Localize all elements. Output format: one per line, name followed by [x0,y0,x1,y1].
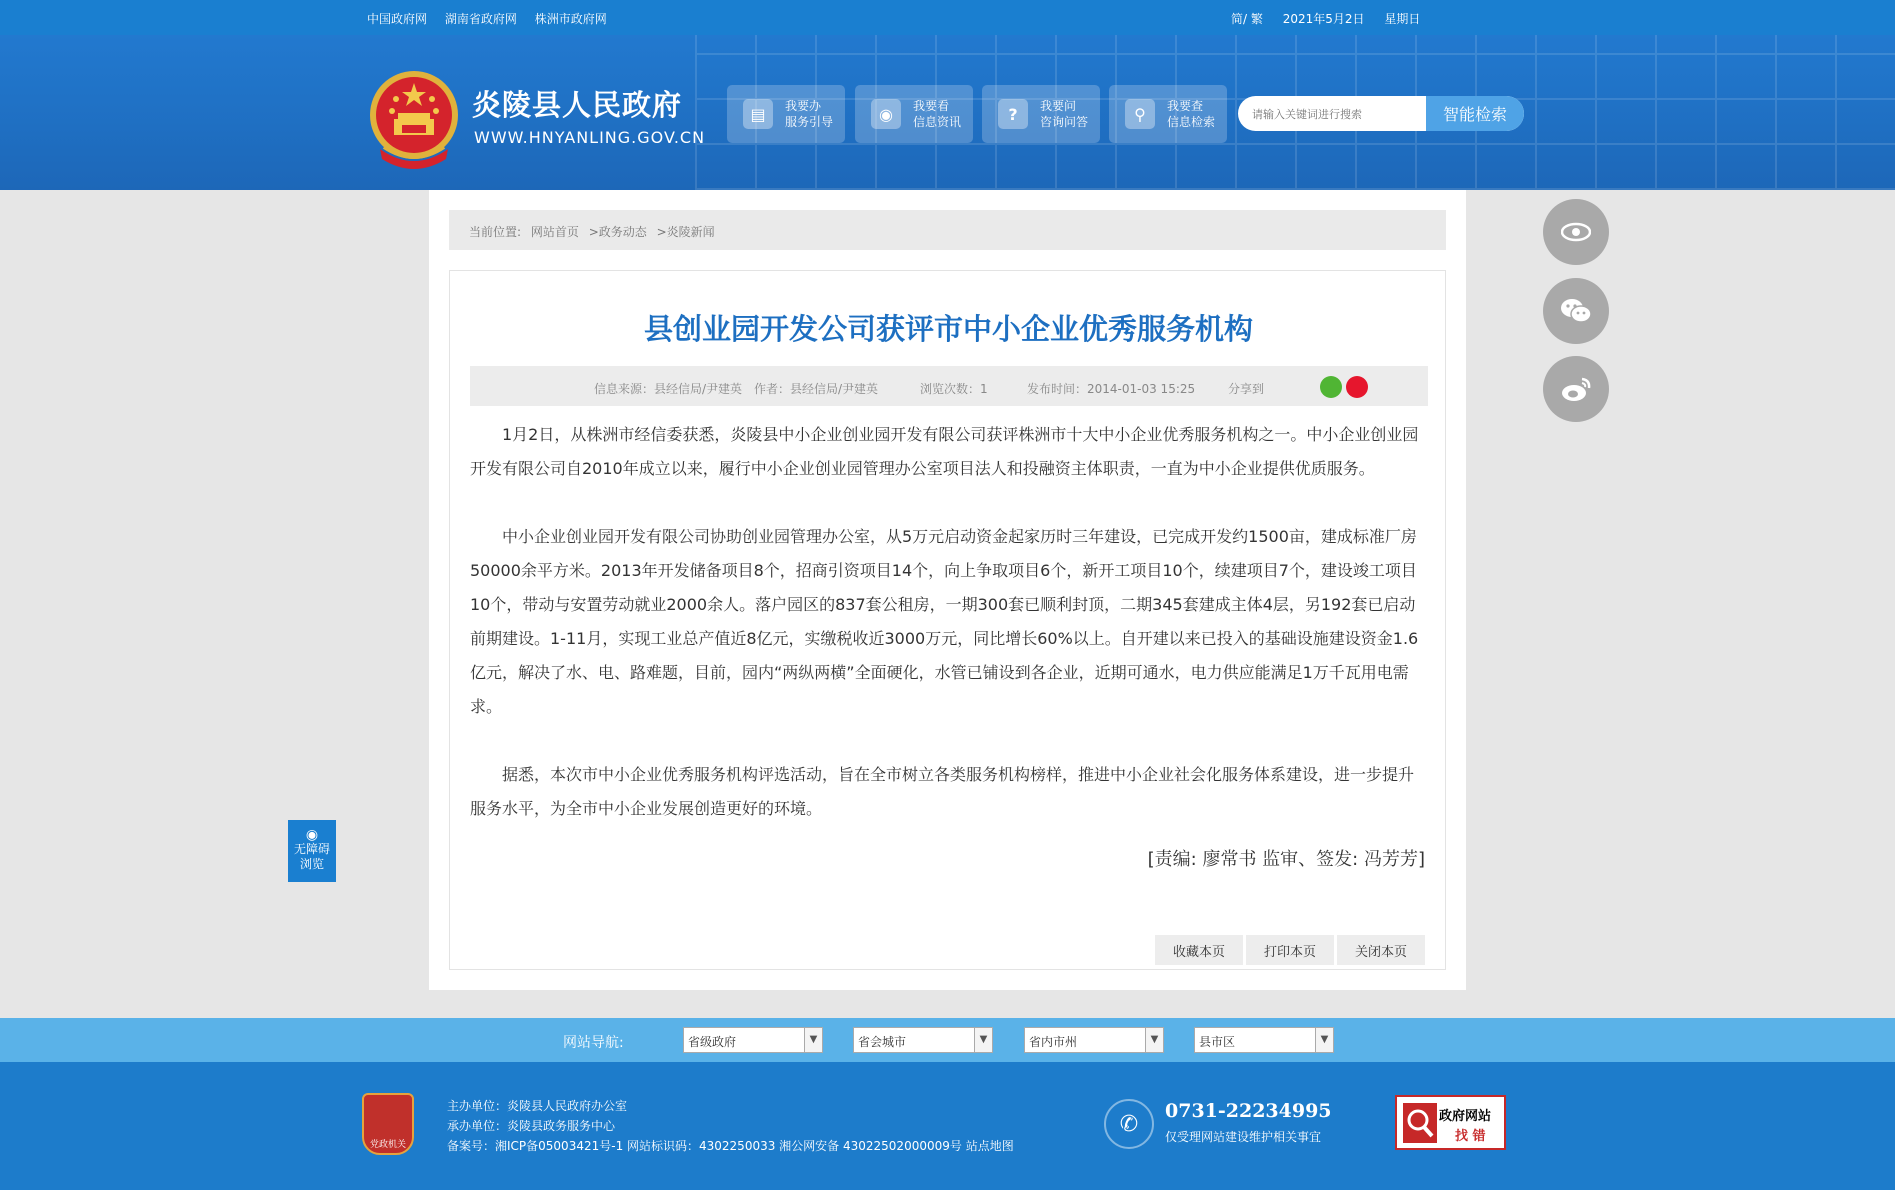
article [449,270,1446,970]
info-news-line1: 我要看 [913,99,950,113]
select-value: 县市区 [1199,1035,1236,1049]
magnifier-icon [1403,1103,1437,1143]
document-icon: ▤ [743,99,773,129]
meta-source: 信息来源：县经信局/尹建英 [594,382,743,396]
party-gov-badge-label: 党政机关 [369,1140,406,1150]
close-page-button[interactable]: 关闭本页 [1337,935,1425,965]
article-meta [470,366,1428,406]
error-report-title: 政府网站 [1439,1109,1492,1124]
county-select[interactable] [1194,1027,1334,1053]
site-footer [0,1062,1895,1190]
breadcrumb [449,210,1446,250]
site-name[interactable]: 炎陵县人民政府 [472,88,683,122]
site-url: WWW.HNYANLING.GOV.CN [474,128,706,147]
meta-author: 作者：县经信局/尹建英 [754,382,879,396]
link-zhuzhou-gov[interactable]: 株洲市政府网 [534,12,607,26]
float-wechat-button[interactable] [1543,278,1609,344]
consult-qa-button[interactable] [982,85,1100,143]
info-search-button[interactable] [1109,85,1227,143]
consult-qa-line1: 我要问 [1040,99,1077,113]
site-nav-bar [0,1018,1895,1062]
main-content [429,190,1466,990]
service-guide-button[interactable] [727,85,845,143]
current-date: 2021年5月2日 [1282,12,1365,26]
current-weekday: 星期日 [1384,12,1421,26]
site-nav-label: 网站导航: [563,1035,624,1051]
smart-search-button[interactable]: 智能检索 [1426,96,1524,131]
top-right [1231,10,1436,27]
footer-operator: 承办单位：炎陵县政务服务中心 [447,1119,616,1133]
wechat-icon [1560,297,1592,325]
info-search-line1: 我要查 [1167,99,1204,113]
footer-record[interactable]: 备案号：湘ICP备05003421号-1 网站标识码：4302250033 湘公网安备 43022502000009号 站点地图 [447,1139,1014,1153]
footer-host: 主办单位：炎陵县人民政府办公室 [447,1099,628,1113]
footer-info [447,1096,1014,1156]
meta-views: 浏览次数：1 [920,382,988,396]
question-icon: ? [998,99,1028,129]
contact-phone: 0731-22234995 [1165,1100,1332,1122]
article-body [470,418,1428,860]
select-value: 省级政府 [688,1035,737,1049]
article-actions [1152,935,1425,965]
accessibility-line1: 无障碍 [293,842,330,856]
info-news-line2: 信息资讯 [913,115,962,129]
gov-site-error-report-button[interactable] [1395,1095,1506,1150]
error-report-subtitle: 找 错 [1455,1129,1486,1144]
accessibility-button[interactable] [288,820,336,882]
top-bar [0,0,1895,35]
weibo-share-icon[interactable] [1346,376,1368,398]
meta-share-label: 分享到 [1228,382,1265,396]
link-china-gov[interactable]: 中国政府网 [367,12,428,26]
eye-icon: ◉ [871,99,901,129]
breadcrumb-home[interactable]: 网站首页 [530,225,579,239]
service-guide-line2: 服务引导 [785,115,834,129]
phone-icon: ✆ [1104,1099,1154,1149]
weibo-icon [1560,375,1592,403]
chevron-down-icon: ▼ [1145,1028,1163,1052]
chevron-down-icon: ▼ [974,1028,992,1052]
provincial-gov-select[interactable] [683,1027,823,1053]
search-icon: ⚲ [1125,99,1155,129]
wechat-share-icon[interactable] [1320,376,1342,398]
consult-qa-line2: 咨询问答 [1040,115,1089,129]
float-weibo-button[interactable] [1543,356,1609,422]
article-paragraph: 据悉，本次市中小企业优秀服务机构评选活动，旨在全市树立各类服务机构榜样，推进中小企业社会化服务体系建设，进一步提升服务水平，为全市中小企业发展创造更好的环境。 [470,765,1415,818]
eye-icon [1561,222,1591,242]
link-hunan-gov[interactable]: 湖南省政府网 [444,12,517,26]
article-paragraph: 1月2日，从株洲市经信委获悉，炎陵县中小企业创业园开发有限公司获评株洲市十大中小企业优秀服务机构之一。中小企业创业园开发有限公司自2010年成立以来，履行中小企业创业园管理办公室项目法人和投融资主体职责，一直为中小企业提供优质服务。 [470,425,1419,478]
editor-credit: [责编: 廖常书 监审、签发: 冯芳芳] [1147,849,1425,870]
select-value: 省内市州 [1029,1035,1078,1049]
chevron-down-icon: ▼ [804,1028,822,1052]
prefecture-select[interactable] [1024,1027,1164,1053]
breadcrumb-prefix: 当前位置: [469,225,522,239]
bookmark-page-button[interactable]: 收藏本页 [1155,935,1243,965]
select-value: 省会城市 [858,1035,907,1049]
contact-phone-note: 仅受理网站建设维护相关事宜 [1165,1130,1322,1144]
service-guide-line1: 我要办 [785,99,822,113]
breadcrumb-yanling-news[interactable]: >炎陵新闻 [656,225,715,239]
info-search-line2: 信息检索 [1167,115,1216,129]
search-input[interactable] [1252,104,1432,124]
article-title: 县创业园开发公司获评市中小企业优秀服务机构 [643,312,1253,346]
accessibility-line2: 浏览 [299,857,324,871]
party-gov-badge-icon[interactable] [362,1093,414,1155]
search-box [1238,96,1524,131]
site-header [0,35,1895,190]
article-paragraph: 中小企业创业园开发有限公司协助创业园管理办公室，从5万元启动资金起家历时三年建设，已完成开发约1500亩，建成标准厂房50000余平方米。2013年开发储备项目8个，招商引资项目14个，向上争取项目6个，新开工项目10个，续建项目7个，建设竣工项目10个，带动与安置劳动就业2000余人。落户园区的837套公租房，一期300套已顺利封顶，二期345套建成主体4层，另192套已启动前期建设。1-11月，实现工业总产值近8亿元，实缴税收近3000万元，同比增长60%以上。自开建以来已投入的基础设施建设资金1.6亿元，解决了水、电、路难题，目前，园内“两纵两横”全面硬化，水管已铺设到各企业，近期可通水，电力供应能满足1万千瓦用电需求。 [470,527,1419,716]
capital-city-select[interactable] [853,1027,993,1053]
info-news-button[interactable] [855,85,973,143]
lang-switch[interactable]: 简/ 繁 [1231,12,1263,26]
print-page-button[interactable]: 打印本页 [1246,935,1334,965]
national-emblem-icon[interactable] [366,69,462,173]
chevron-down-icon: ▼ [1315,1028,1333,1052]
float-eye-button[interactable] [1543,199,1609,265]
eye-icon: ◉ [305,827,319,843]
meta-published: 发布时间：2014-01-03 15:25 [1027,382,1196,396]
breadcrumb-gov-news[interactable]: >政务动态 [588,225,647,239]
top-links [367,10,621,27]
